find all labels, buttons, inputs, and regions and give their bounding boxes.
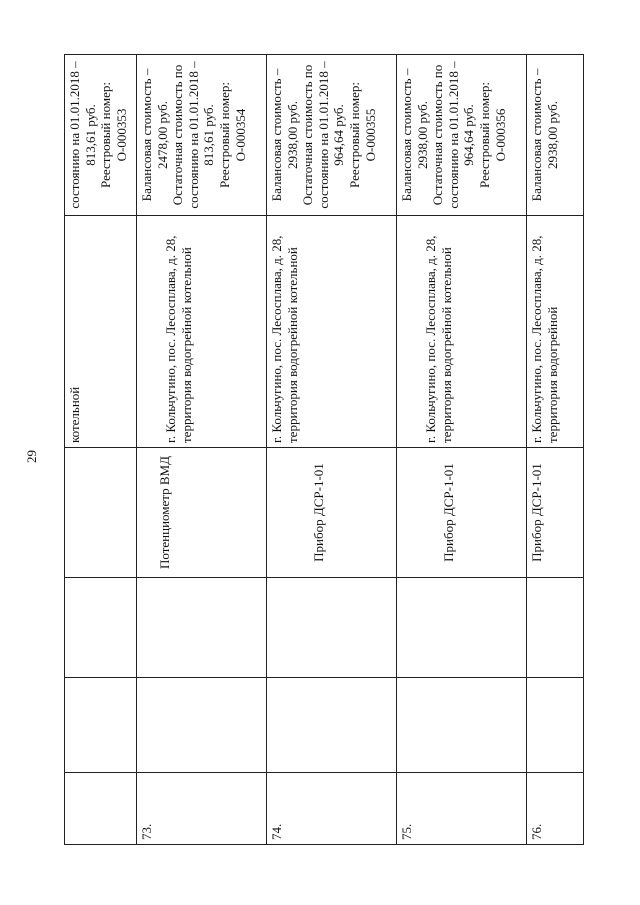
empty-cell (527, 578, 584, 678)
registry-table-rotated (64, 55, 584, 845)
item-address: г. Кольчугино, пос. Лесосплава, д. 28, территория водогрейной (527, 216, 584, 448)
table-row (137, 55, 267, 845)
registry-table (64, 54, 584, 845)
table-row (527, 55, 584, 845)
row-number (65, 773, 137, 845)
empty-cell (137, 678, 267, 773)
item-cost: состоянию на 01.01.2018 – 813,61 руб. Реестровый номер: О-000353 (65, 55, 137, 216)
page-number: 29 (24, 450, 39, 463)
item-cost: Балансовая стоимость – 2938,00 руб. (527, 55, 584, 216)
item-name: Прибор ДСР-1-01 (527, 448, 584, 578)
empty-cell (527, 678, 584, 773)
empty-cell (267, 578, 397, 678)
empty-cell (397, 678, 527, 773)
item-address: г. Кольчугино, пос. Лесосплава, д. 28, территория водогрейной котельной (267, 216, 397, 448)
empty-cell (137, 578, 267, 678)
row-number: 74. (267, 773, 397, 845)
item-address: котельной (65, 216, 137, 448)
item-name: Прибор ДСР-1-01 (267, 448, 397, 578)
empty-cell (65, 578, 137, 678)
item-name: Потенциометр ВМД (137, 448, 267, 578)
table-row (397, 55, 527, 845)
empty-cell (267, 678, 397, 773)
row-number: 76. (527, 773, 584, 845)
row-number: 75. (397, 773, 527, 845)
item-name (65, 448, 137, 578)
item-cost: Балансовая стоимость – 2938,00 руб. Остаточная стоимость по состоянию на 01.01.2018 – 964,64 руб. Реестровый номер: О-000355 (267, 55, 397, 216)
row-number: 73. (137, 773, 267, 845)
table-row (65, 55, 137, 845)
item-address: г. Кольчугино, пос. Лесосплава, д. 28, территория водогрейной котельной (137, 216, 267, 448)
empty-cell (397, 578, 527, 678)
item-address: г. Кольчугино, пос. Лесосплава, д. 28, территория водогрейной котельной (397, 216, 527, 448)
item-name: Прибор ДСР-1-01 (397, 448, 527, 578)
empty-cell (65, 678, 137, 773)
table-row (267, 55, 397, 845)
item-cost: Балансовая стоимость – 2478,00 руб. Остаточная стоимость по состоянию на 01.01.2018 – 813,61 руб. Реестровый номер: О-000354 (137, 55, 267, 216)
item-cost: Балансовая стоимость – 2938,00 руб. Остаточная стоимость по состоянию на 01.01.2018 – 964,64 руб. Реестровый номер: О-000356 (397, 55, 527, 216)
